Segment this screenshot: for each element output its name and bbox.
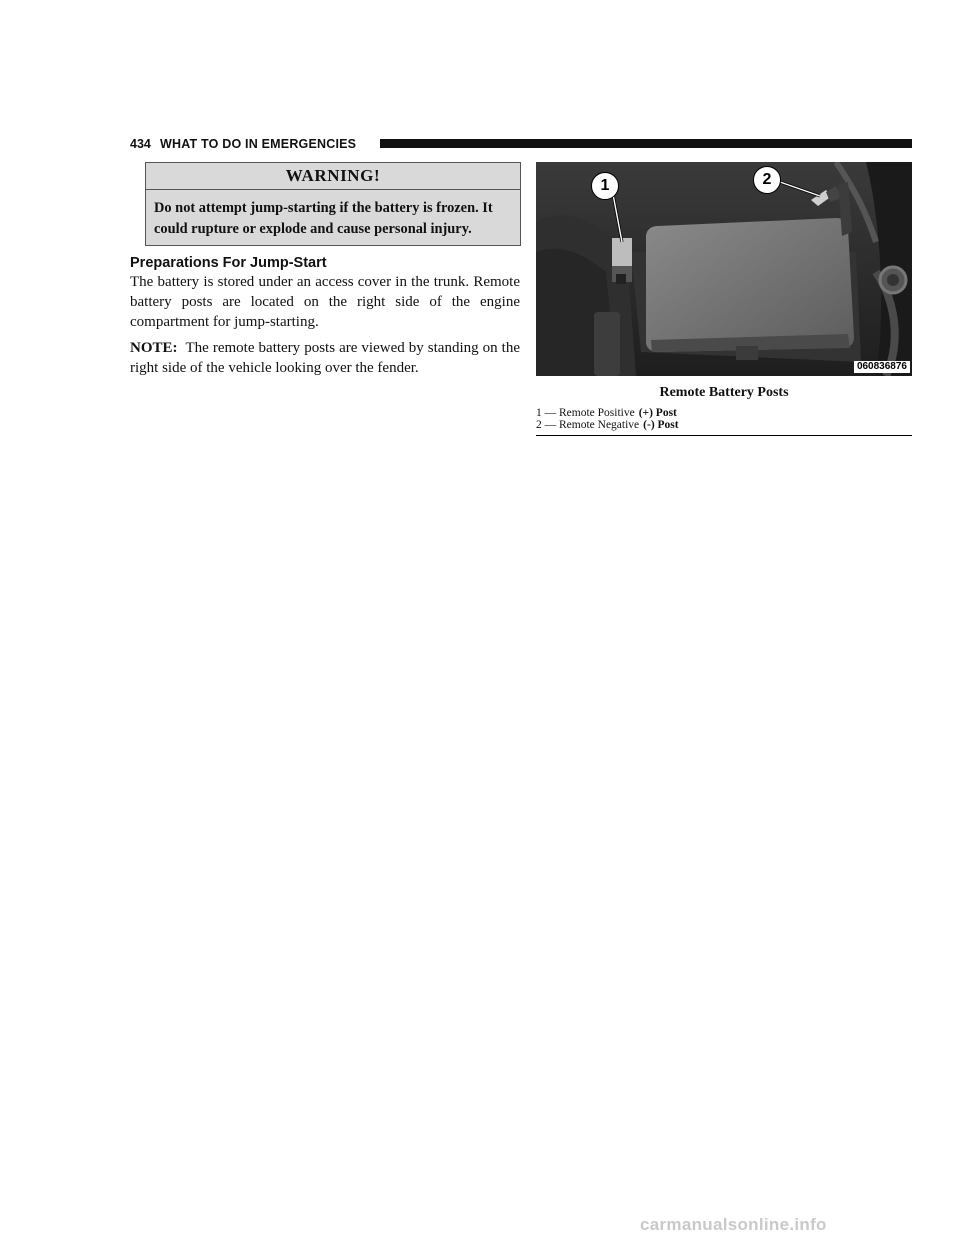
note-text: The remote battery posts are viewed by standing on the right side of the vehicle looking over the fender. [130,340,520,376]
warning-text: Do not attempt jump-starting if the battery is frozen. It could rupture or explode and cause personal injury. [154,200,493,237]
legend-item-post: (+) Post [638,407,677,419]
legend-item-label: 1 — Remote Positive [536,407,635,419]
battery-posts-photo [536,162,912,376]
warning-box [145,162,521,246]
legend-item-label: 2 — Remote Negative [536,419,640,431]
section-heading: Preparations For Jump-Start [130,255,327,271]
callout-1-marker: 1 [591,172,619,200]
section-title: WHAT TO DO IN EMERGENCIES [160,137,357,151]
figure-code: 060836876 [854,361,910,373]
figure-legend [536,407,912,431]
note-label: NOTE: [130,340,178,356]
body-paragraph: The battery is stored under an access cover in the trunk. Remote battery posts are located on the right side of the engine compartment for jump-starting. [130,274,520,330]
engine-bay-illustration [536,162,912,376]
legend-rule [536,435,912,436]
figure-caption: Remote Battery Posts [659,385,789,400]
legend-item-post: (-) Post [643,419,679,431]
note-paragraph [130,338,520,378]
warning-title: WARNING! [146,163,520,190]
watermark: carmanualsonline.info [640,1215,827,1234]
legend-item [536,419,912,431]
page-number: 434 [130,137,151,151]
callout-2-marker: 2 [753,166,781,194]
page-header [130,136,912,152]
header-rule [380,139,912,148]
legend-item [536,407,912,419]
